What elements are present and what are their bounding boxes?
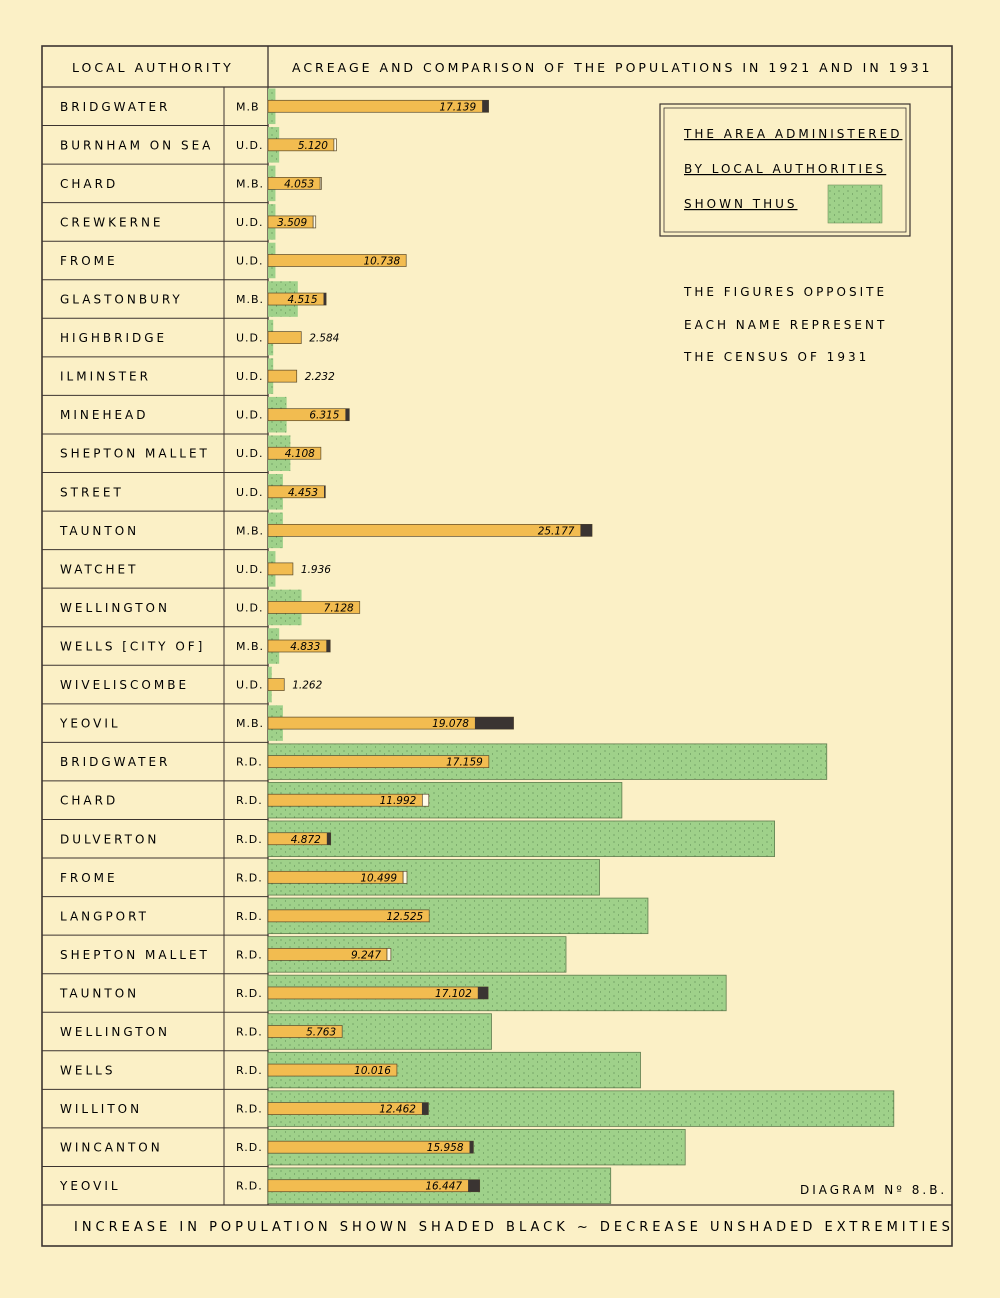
population-value-label: 19.078 [432, 718, 469, 731]
authority-type: U.D. [236, 562, 264, 576]
authority-type: R.D. [236, 1141, 263, 1155]
population-value-label: 5.763 [306, 1026, 337, 1039]
decrease-extremity [313, 216, 316, 228]
population-value-label: 5.120 [297, 139, 328, 152]
increase-extremity [482, 100, 488, 112]
authority-name: ILMINSTER [60, 369, 151, 384]
population-value-label: 10.016 [354, 1065, 391, 1078]
increase-extremity [324, 486, 325, 498]
population-value-label: 17.159 [446, 756, 483, 769]
increase-extremity [468, 1180, 480, 1192]
authority-name: SHEPTON MALLET [60, 947, 210, 962]
legend-line-3: SHOWN THUS [684, 197, 798, 211]
authority-name: WELLS [CITY OF] [60, 639, 206, 654]
population-value-label: 10.738 [363, 255, 401, 268]
authority-type: R.D. [236, 871, 263, 885]
increase-extremity [580, 524, 592, 536]
population-value-label: 6.315 [309, 409, 340, 422]
population-value-label: 1.936 [300, 563, 331, 576]
authority-name: WIVELISCOMBE [60, 678, 190, 693]
authority-type: U.D. [236, 408, 264, 422]
authority-name: SHEPTON MALLET [60, 446, 210, 461]
authority-name: CHARD [60, 176, 119, 191]
authority-name: HIGHBRIDGE [60, 331, 168, 346]
header-authority: LOCAL AUTHORITY [72, 60, 234, 75]
authority-type: U.D. [236, 370, 264, 384]
authority-type: R.D. [236, 755, 263, 769]
authority-name: BRIDGWATER [60, 99, 171, 114]
population-value-label: 2.232 [304, 371, 335, 384]
population-value-label: 11.992 [379, 795, 417, 808]
population-bar [268, 370, 297, 382]
authority-name: YEOVIL [60, 716, 121, 731]
population-value-label: 12.525 [386, 910, 424, 923]
authority-name: STREET [60, 485, 124, 500]
population-value-label: 9.247 [350, 949, 382, 962]
chart-rows [42, 89, 894, 1206]
legend-line-1: THE AREA ADMINISTERED [684, 127, 903, 141]
authority-type: R.D. [236, 794, 263, 808]
increase-extremity [475, 717, 514, 729]
authority-type: R.D. [236, 1102, 263, 1116]
authority-name: TAUNTON [60, 523, 140, 538]
increase-extremity [324, 293, 327, 305]
authority-type: M.B. [236, 524, 265, 538]
authority-type: U.D. [236, 215, 264, 229]
authority-type: U.D. [236, 254, 264, 268]
diagram-label: DIAGRAM Nº 8.B. [800, 1183, 948, 1197]
authority-name: WILLITON [60, 1102, 143, 1117]
population-value-label: 15.958 [426, 1142, 464, 1155]
population-value-label: 3.509 [277, 216, 308, 229]
authority-type: R.D. [236, 909, 263, 923]
note-line-2: EACH NAME REPRESENT [684, 318, 888, 332]
authority-name: WELLINGTON [60, 600, 170, 615]
authority-name: WINCANTON [60, 1140, 163, 1155]
increase-extremity [422, 1103, 428, 1115]
population-value-label: 17.102 [435, 987, 472, 1000]
authority-type: R.D. [236, 948, 263, 962]
legend [660, 104, 910, 236]
legend-area-swatch [828, 185, 882, 223]
population-value-label: 12.462 [379, 1103, 416, 1116]
authority-type: U.D. [236, 485, 264, 499]
population-value-label: 25.177 [537, 525, 575, 538]
census-note [683, 285, 887, 364]
population-value-label: 7.128 [323, 602, 354, 615]
header-comparison: ACREAGE AND COMPARISON OF THE POPULATIONS IN 1921 AND IN 1931 [292, 60, 933, 75]
authority-name: WELLINGTON [60, 1025, 170, 1040]
authority-type: U.D. [236, 678, 264, 692]
authority-name: TAUNTON [60, 986, 140, 1001]
authority-type: U.D. [236, 601, 264, 615]
population-bar [268, 563, 293, 575]
population-value-label: 2.584 [309, 332, 340, 345]
authority-type: M.B [236, 100, 260, 114]
authority-name: WELLS [60, 1063, 116, 1078]
increase-extremity [327, 833, 331, 845]
population-value-label: 4.872 [290, 833, 321, 846]
population-value-label: 4.108 [284, 448, 315, 461]
population-value-label: 4.053 [284, 178, 315, 191]
authority-type: U.D. [236, 331, 264, 345]
authority-name: DULVERTON [60, 832, 160, 847]
note-line-1: THE FIGURES OPPOSITE [684, 285, 888, 299]
population-value-label: 10.499 [360, 872, 398, 885]
population-value-label: 4.453 [287, 486, 319, 499]
population-value-label: 17.139 [439, 101, 477, 114]
authority-type: M.B. [236, 640, 265, 653]
population-bar [268, 332, 301, 344]
authority-name: YEOVIL [60, 1179, 121, 1194]
authority-name: WATCHET [60, 562, 139, 577]
authority-type: M.B. [236, 293, 265, 307]
authority-type: M.B. [236, 177, 265, 191]
decrease-extremity [320, 177, 321, 189]
increase-extremity [478, 987, 488, 999]
population-value-label: 16.447 [425, 1180, 463, 1193]
authority-name: MINEHEAD [60, 408, 149, 423]
decrease-extremity [334, 139, 337, 151]
authority-name: LANGPORT [60, 909, 149, 924]
authority-name: FROME [60, 870, 118, 885]
legend-line-2: BY LOCAL AUTHORITIES [684, 162, 887, 176]
authority-name: CHARD [60, 793, 119, 808]
authority-name: FROME [60, 253, 118, 268]
area-bar [268, 821, 775, 857]
increase-extremity [470, 1141, 474, 1153]
increase-extremity [345, 409, 349, 421]
decrease-extremity [387, 948, 391, 960]
authority-type: M.B. [236, 717, 265, 731]
population-value-label: 4.515 [287, 294, 318, 307]
authority-name: GLASTONBURY [60, 292, 183, 307]
authority-type: R.D. [236, 832, 263, 846]
authority-name: CREWKERNE [60, 215, 164, 230]
authority-type: U.D. [236, 447, 264, 461]
authority-name: BRIDGWATER [60, 755, 171, 770]
decrease-extremity [403, 871, 407, 883]
population-value-label: 4.833 [290, 641, 321, 653]
increase-extremity [326, 640, 330, 652]
decrease-extremity [422, 794, 428, 806]
authority-type: R.D. [236, 1025, 263, 1039]
population-bar [268, 679, 284, 691]
authority-type: R.D. [236, 1064, 263, 1078]
authority-type: R.D. [236, 986, 263, 1000]
authority-type: R.D. [236, 1179, 263, 1193]
footer-caption: INCREASE IN POPULATION SHOWN SHADED BLACK ~ DECREASE UNSHADED EXTREMITIES [74, 1220, 954, 1235]
authority-name: BURNHAM ON SEA [60, 138, 214, 153]
population-value-label: 1.262 [292, 679, 323, 692]
note-line-3: THE CENSUS OF 1931 [684, 350, 870, 364]
authority-type: U.D. [236, 138, 264, 152]
